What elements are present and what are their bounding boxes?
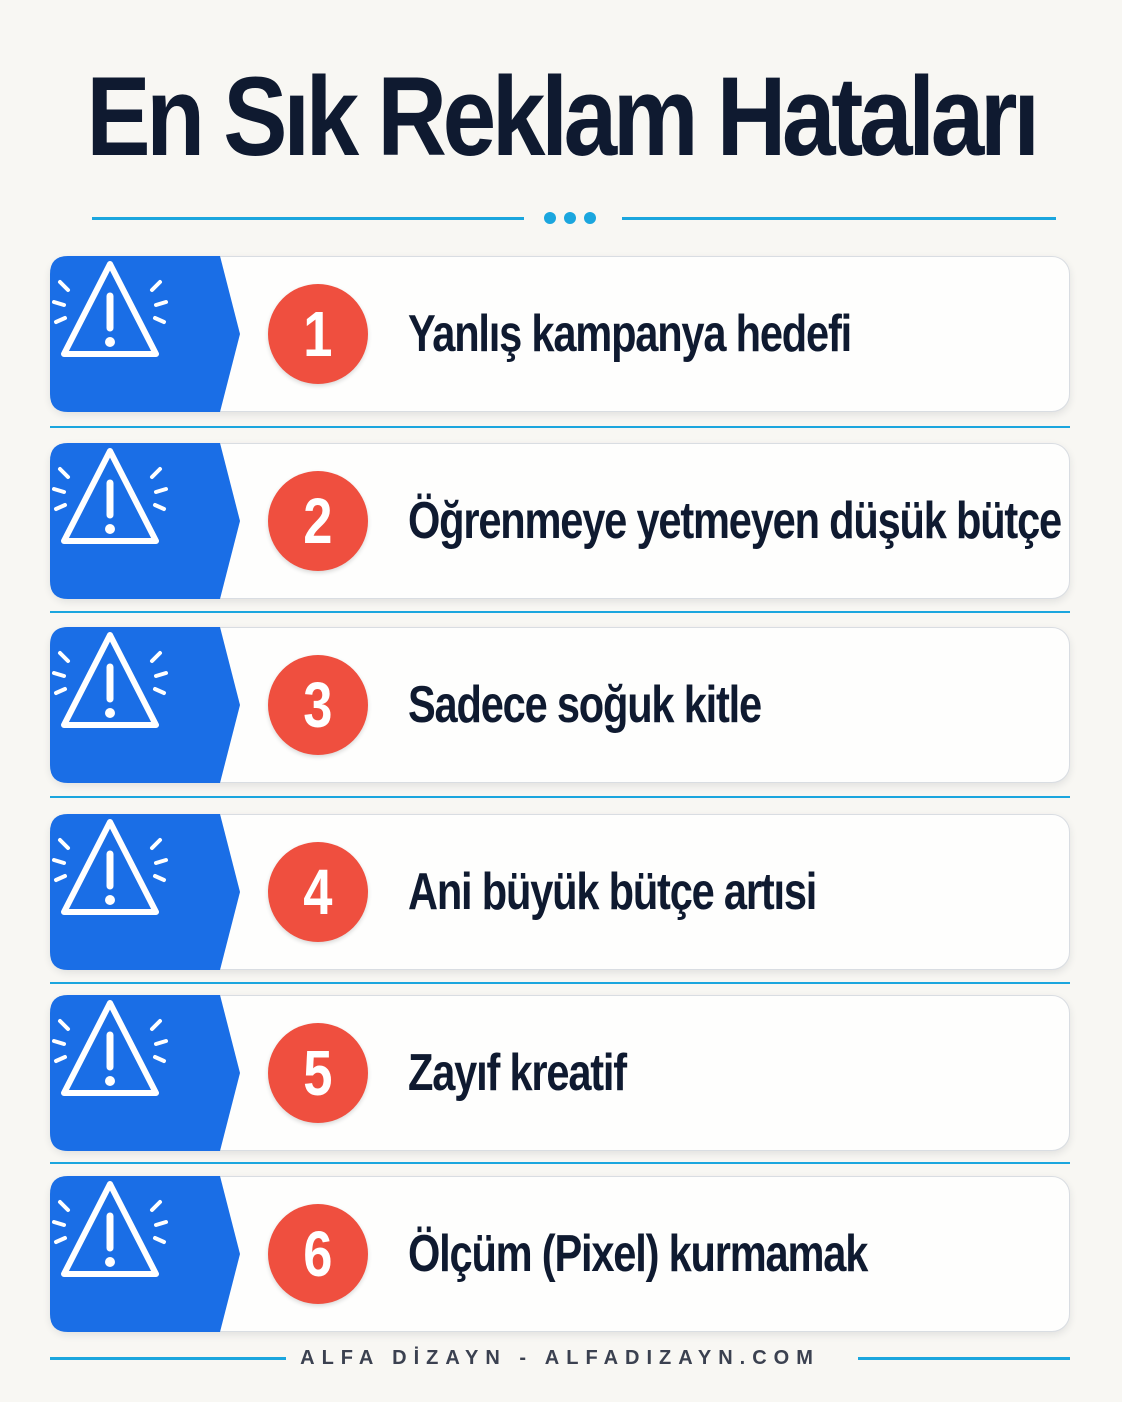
- warning-triangle-icon: [50, 443, 170, 553]
- item-label: Öğrenmeye yetmeyen düşük bütçe: [408, 492, 1061, 550]
- list-item: [50, 256, 1070, 412]
- footer-credit: ALFA DİZAYN - ALFADIZAYN.COM: [300, 1347, 820, 1369]
- item-number: 4: [303, 856, 333, 928]
- title-divider: [92, 208, 1056, 228]
- item-label: Zayıf kreatif: [408, 1044, 626, 1102]
- row-separator: [50, 982, 1070, 984]
- row-separator: [50, 796, 1070, 798]
- item-number: 5: [303, 1037, 333, 1109]
- item-label: Sadece soğuk kitle: [408, 676, 761, 734]
- warning-tab: [50, 443, 242, 599]
- item-number-badge: [268, 842, 368, 942]
- list-item: [50, 814, 1070, 970]
- item-number-badge: [268, 655, 368, 755]
- list-item: [50, 995, 1070, 1151]
- warning-tab: [50, 995, 242, 1151]
- item-number-badge: [268, 1204, 368, 1304]
- item-number: 1: [303, 298, 333, 370]
- item-number: 2: [303, 485, 333, 557]
- row-separator: [50, 426, 1070, 428]
- row-separator: [50, 611, 1070, 613]
- warning-tab: [50, 814, 242, 970]
- item-number-badge: [268, 471, 368, 571]
- item-number: 3: [303, 669, 333, 741]
- row-separator: [50, 1162, 1070, 1164]
- page-title: En Sık Reklam Hataları: [86, 54, 1036, 179]
- warning-triangle-icon: [50, 995, 170, 1105]
- item-label: Ölçüm (Pixel) kurmamak: [408, 1225, 868, 1283]
- item-label: Yanlış kampanya hedefi: [408, 305, 851, 363]
- footer: [50, 1343, 1070, 1373]
- list-item: [50, 1176, 1070, 1332]
- item-number-badge: [268, 1023, 368, 1123]
- warning-tab: [50, 256, 242, 412]
- warning-triangle-icon: [50, 814, 170, 924]
- warning-triangle-icon: [50, 1176, 170, 1286]
- item-number-badge: [268, 284, 368, 384]
- item-label: Ani büyük bütçe artısi: [408, 863, 817, 921]
- warning-tab: [50, 627, 242, 783]
- warning-triangle-icon: [50, 256, 170, 366]
- list-item: [50, 627, 1070, 783]
- warning-triangle-icon: [50, 627, 170, 737]
- list-item: [50, 443, 1070, 599]
- warning-tab: [50, 1176, 242, 1332]
- item-number: 6: [303, 1218, 333, 1290]
